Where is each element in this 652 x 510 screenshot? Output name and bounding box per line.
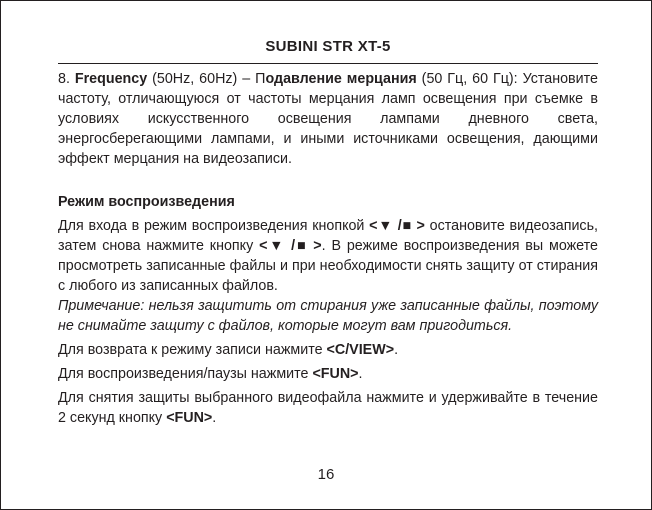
frequency-description: Установите частоту, отличающуюся от частоты мерцания ламп освещения при съемке в условиях искусственного освещения лампами дневного света, энергосберегающими лампами, и иными источниками освещения, дающими эффект мерцания на видеозаписи. [58,71,598,167]
frequency-label: Frequency [74,71,148,87]
unprotect-paragraph [58,388,598,428]
playback-paragraph [58,216,598,296]
page-number: 16 [317,466,335,483]
flicker-label: одавление мерцания [265,71,417,87]
return-end: . [394,342,399,358]
fun-key-pause: <FUN> [312,366,359,382]
section-heading: Режим воспроизведения [58,194,235,210]
return-text: Для возврата к режиму записи нажмите [58,342,327,358]
frequency-values: (50Hz, 60Hz) – П [147,71,266,87]
unprotect-text: Для снятия защиты выбранного видеофайла нажмите и удерживайте в течение 2 секунд кнопку [58,390,598,426]
unprotect-end: . [212,410,217,426]
header-rule [58,63,598,64]
page-content [58,69,598,428]
fun-key-unprotect: <FUN> [166,410,213,426]
cview-key: <C/VIEW> [326,342,395,358]
pause-paragraph [58,364,598,384]
stop-key-1: <▼ /■ > [369,218,425,234]
return-paragraph [58,340,598,360]
playback-intro-2: остановите видеозапись, затем снова нажмите кнопку [58,218,599,254]
flicker-values: (50 Гц, 60 Гц): [416,71,523,87]
page-header: SUBINI STR XT-5 [265,38,391,55]
playback-intro-1: Для входа в режим воспроизведения кнопкой [58,218,370,234]
stop-key-2: <▼ /■ > [259,238,322,254]
note-paragraph: Примечание: нельзя защитить от стирания уже записанные файлы, поэтому не снимайте защиту с файлов, которые могут вам пригодиться. [58,298,598,334]
pause-text: Для воспроизведения/паузы нажмите [58,366,313,382]
frequency-paragraph [58,69,598,169]
pause-end: . [358,366,363,382]
playback-intro-3: . В режиме воспроизведения вы можете просмотреть записанные файлы и при необходимости снять защиту от стирания с любого из записанных файлов. [58,238,598,294]
item-number: 8. [58,71,75,87]
